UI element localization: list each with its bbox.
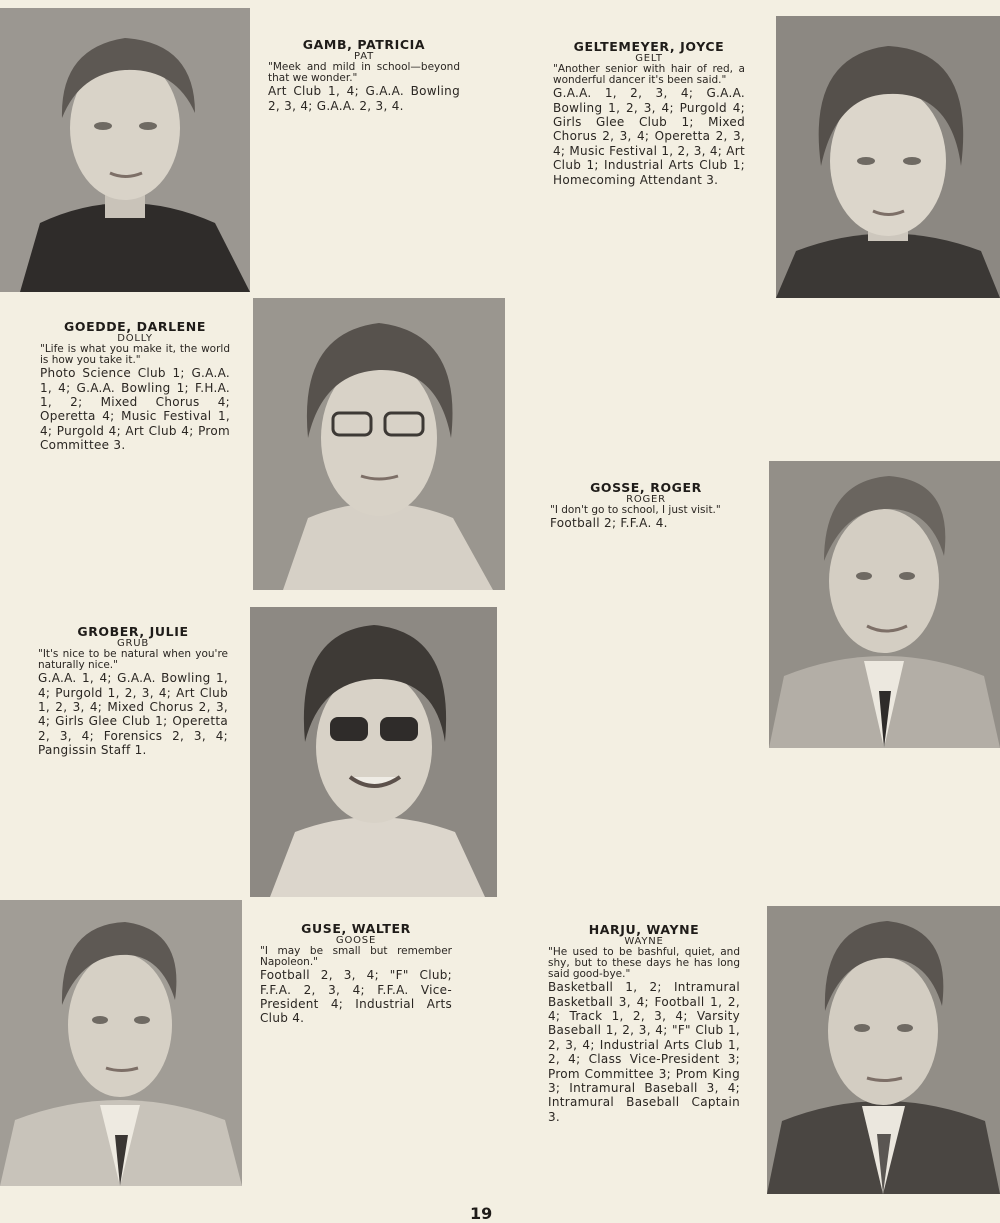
portrait-photo-grober — [250, 607, 497, 897]
student-nickname: GELT — [635, 53, 663, 65]
portrait-photo-harju — [767, 906, 1000, 1194]
student-name: GELTEMEYER, JOYCE — [573, 39, 725, 54]
student-entry-geltemeyer — [553, 40, 745, 187]
student-quote: "Life is what you make it, the world is how you take it." — [40, 343, 230, 367]
student-name: GUSE, WALTER — [301, 921, 411, 936]
student-activities: Football 2; F.F.A. 4. — [550, 516, 668, 531]
student-entry-harju — [548, 923, 740, 1124]
student-nickname: WAYNE — [624, 936, 664, 948]
student-activities: G.A.A. 1, 2, 3, 4; G.A.A. Bowling 1, 2, 3, 4; Purgold 4; Girls Glee Club 1; Mixed Chorus 2, 3, 4; Operetta 2, 3, 4; Music Festival 1, 2, 3, 4; Art Club 1; Industrial Arts Club 1; Homecoming Attendant 3. — [553, 86, 746, 187]
page-number: 19 — [470, 1204, 493, 1223]
student-nickname: PAT — [354, 51, 374, 63]
student-quote: "Meek and mild in school—beyond that we wonder." — [268, 61, 460, 85]
student-quote: "I don't go to school, I just visit." — [550, 504, 721, 517]
student-name: GAMB, PATRICIA — [302, 37, 426, 52]
student-activities: Art Club 1, 4; G.A.A. Bowling 2, 3, 4; G.A.A. 2, 3, 4. — [268, 84, 460, 113]
student-name: GROBER, JULIE — [77, 624, 189, 639]
student-entry-grober — [38, 625, 228, 758]
student-activities: G.A.A. 1, 4; G.A.A. Bowling 1, 4; Purgold 1, 2, 3, 4; Art Club 1, 2, 3, 4; Mixed Chorus 2, 3, 4; Girls Glee Club 1; Operetta 2, 3, 4; Forensics 2, 3, 4; Pangissin Staff 1. — [38, 671, 228, 758]
student-name: GOEDDE, DARLENE — [64, 319, 206, 334]
student-quote: "It's nice to be natural when you're naturally nice." — [38, 648, 228, 672]
student-entry-goedde — [40, 320, 230, 453]
portrait-photo-geltemeyer — [776, 16, 1000, 298]
portrait-photo-gosse — [769, 461, 1000, 748]
student-nickname: GOOSE — [335, 935, 377, 947]
student-activities: Basketball 1, 2; Intramural Basketball 3, 4; Football 1, 2, 4; Track 1, 2, 3, 4; Varsity Baseball 1, 2, 3, 4; "F" Club 1, 2, 3, 4; Industrial Arts Club 1, 2, 4; Class Vice-President 3; Prom Committee 3; Prom King 3; Intramural Baseball 3, 4; Intramural Baseball Captain 3. — [548, 980, 740, 1124]
student-nickname: GRUB — [116, 638, 150, 650]
portrait-photo-guse — [0, 900, 242, 1186]
student-entry-gosse — [550, 481, 742, 531]
student-quote: "I may be small but remember Napoleon." — [260, 945, 452, 969]
student-quote: "Another senior with hair of red, a wonderful dancer it's been said." — [553, 63, 745, 87]
student-nickname: ROGER — [626, 494, 666, 506]
portrait-photo-gamb — [0, 8, 250, 292]
student-name: HARJU, WAYNE — [588, 922, 700, 937]
student-name: GOSSE, ROGER — [590, 480, 702, 495]
student-entry-gamb — [268, 38, 460, 113]
portrait-photo-goedde — [253, 298, 505, 590]
student-entry-guse — [260, 922, 452, 1026]
student-activities: Photo Science Club 1; G.A.A. 1, 4; G.A.A. Bowling 1; F.H.A. 1, 2; Mixed Chorus 4; Operetta 4; Music Festival 1, 4; Purgold 4; Art Club 4; Prom Committee 3. — [40, 366, 230, 453]
student-nickname: DOLLY — [117, 333, 153, 345]
student-activities: Football 2, 3, 4; "F" Club; F.F.A. 2, 3, 4; F.F.A. Vice-President 4; Industrial Arts Club 4. — [260, 968, 452, 1026]
student-quote: "He used to be bashful, quiet, and shy, but to these days he has long said good-bye." — [548, 946, 740, 981]
